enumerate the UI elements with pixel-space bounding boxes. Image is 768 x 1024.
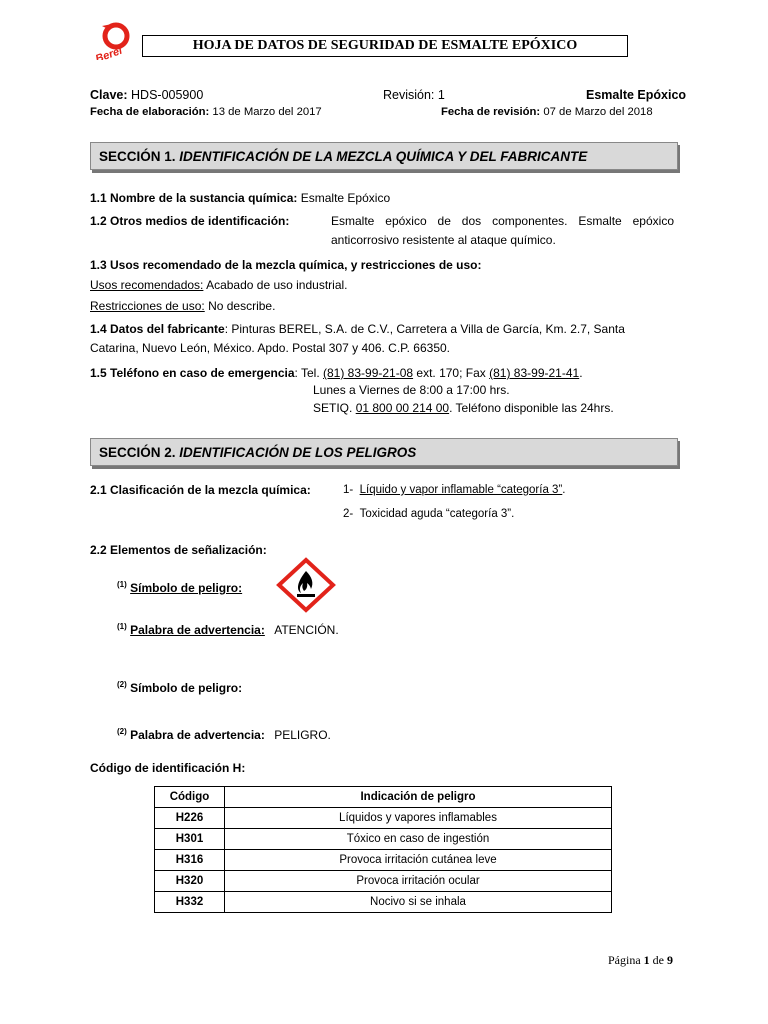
- table-row: [155, 871, 612, 892]
- item-1-3-label: 1.3 Usos recomendado de la mezcla química, y restricciones de uso:: [90, 258, 482, 272]
- item-1-5: 1.5 Teléfono en caso de emergencia: Tel. (81) 83-99-21-08 ext. 170; Fax (81) 83-99-21-41.: [90, 366, 583, 380]
- cell-indication: Provoca irritación ocular: [225, 871, 612, 892]
- col-header-indicacion: Indicación de peligro: [225, 787, 612, 808]
- item-1-4-line2: Catarina, Nuevo León, México. Apdo. Postal 307 y 406. C.P. 66350.: [90, 341, 451, 355]
- cell-code: H320: [155, 871, 225, 892]
- simbolo-peligro-1: $^{(1)}$ Símbolo de peligro:: [117, 580, 243, 595]
- fecha-revision: Fecha de revisión: 07 de Marzo del 2018: [441, 106, 653, 118]
- col-header-codigo: Código: [155, 787, 225, 808]
- cell-indication: Líquidos y vapores inflamables: [225, 808, 612, 829]
- document-title: HOJA DE DATOS DE SEGURIDAD DE ESMALTE EPÓXICO: [142, 35, 628, 57]
- cell-code: H316: [155, 850, 225, 871]
- table-header-row: [155, 787, 612, 808]
- cell-code: H332: [155, 892, 225, 913]
- section-2-header: SECCIÓN 2. IDENTIFICACIÓN DE LOS PELIGROS: [90, 438, 678, 466]
- logo-text: Berel: [93, 44, 124, 60]
- hazard-codes-table: [154, 786, 612, 913]
- horario: Lunes a Viernes de 8:00 a 17:00 hrs.: [313, 383, 510, 397]
- item-1-2-label: 1.2 Otros medios de identificación:: [90, 214, 290, 228]
- berel-logo-icon: [92, 20, 134, 60]
- setiq: SETIQ. 01 800 00 214 00. Teléfono disponible las 24hrs.: [313, 401, 614, 415]
- restricciones-uso: Restricciones de uso: No describe.: [90, 299, 276, 313]
- palabra-advertencia-1: $^{(1)}$ Palabra de advertencia: ATENCIÓN.: [117, 622, 339, 637]
- revision: Revisión: 1: [383, 88, 445, 102]
- item-1-4: 1.4 Datos del fabricante: Pinturas BEREL, S.A. de C.V., Carretera a Villa de García, Km. 2.7, Santa: [90, 322, 625, 336]
- table-row: [155, 892, 612, 913]
- clave: Clave: HDS-005900: [90, 88, 204, 102]
- item-1-2-value-line1: Esmalte epóxico de dos componentes. Esmalte epóxico: [331, 214, 674, 228]
- table-row: [155, 829, 612, 850]
- item-1-2-value-line2: anticorrosivo resistente al ataque químico.: [331, 233, 556, 247]
- cell-code: H226: [155, 808, 225, 829]
- item-2-2-label: 2.2 Elementos de señalización:: [90, 543, 267, 557]
- cell-indication: Nocivo si se inhala: [225, 892, 612, 913]
- item-2-1-label: 2.1 Clasificación de la mezcla química:: [90, 483, 311, 497]
- classification-1: 1- Líquido y vapor inflamable “categoría 3”.: [343, 484, 566, 496]
- codigo-h-label: Código de identificación H:: [90, 761, 246, 775]
- page-number: Página 1 de 9: [608, 953, 673, 967]
- fecha-elaboracion: Fecha de elaboración: 13 de Marzo del 2017: [90, 106, 322, 118]
- palabra-advertencia-2: $^{(2)}$ Palabra de advertencia: PELIGRO.: [117, 727, 331, 742]
- flame-ghs-icon: [276, 557, 336, 613]
- table-row: [155, 808, 612, 829]
- simbolo-peligro-2: $^{(2)}$ Símbolo de peligro:: [117, 680, 243, 695]
- item-1-1: 1.1 Nombre de la sustancia química: Esmalte Epóxico: [90, 191, 391, 205]
- classification-2: 2- Toxicidad aguda “categoría 3”.: [343, 508, 515, 520]
- table-row: [155, 850, 612, 871]
- cell-indication: Tóxico en caso de ingestión: [225, 829, 612, 850]
- cell-indication: Provoca irritación cutánea leve: [225, 850, 612, 871]
- usos-recomendados: Usos recomendados: Acabado de uso industrial.: [90, 278, 348, 292]
- section-1-header: SECCIÓN 1. IDENTIFICACIÓN DE LA MEZCLA QUÍMICA Y DEL FABRICANTE: [90, 142, 678, 170]
- cell-code: H301: [155, 829, 225, 850]
- product-name: Esmalte Epóxico: [586, 88, 687, 102]
